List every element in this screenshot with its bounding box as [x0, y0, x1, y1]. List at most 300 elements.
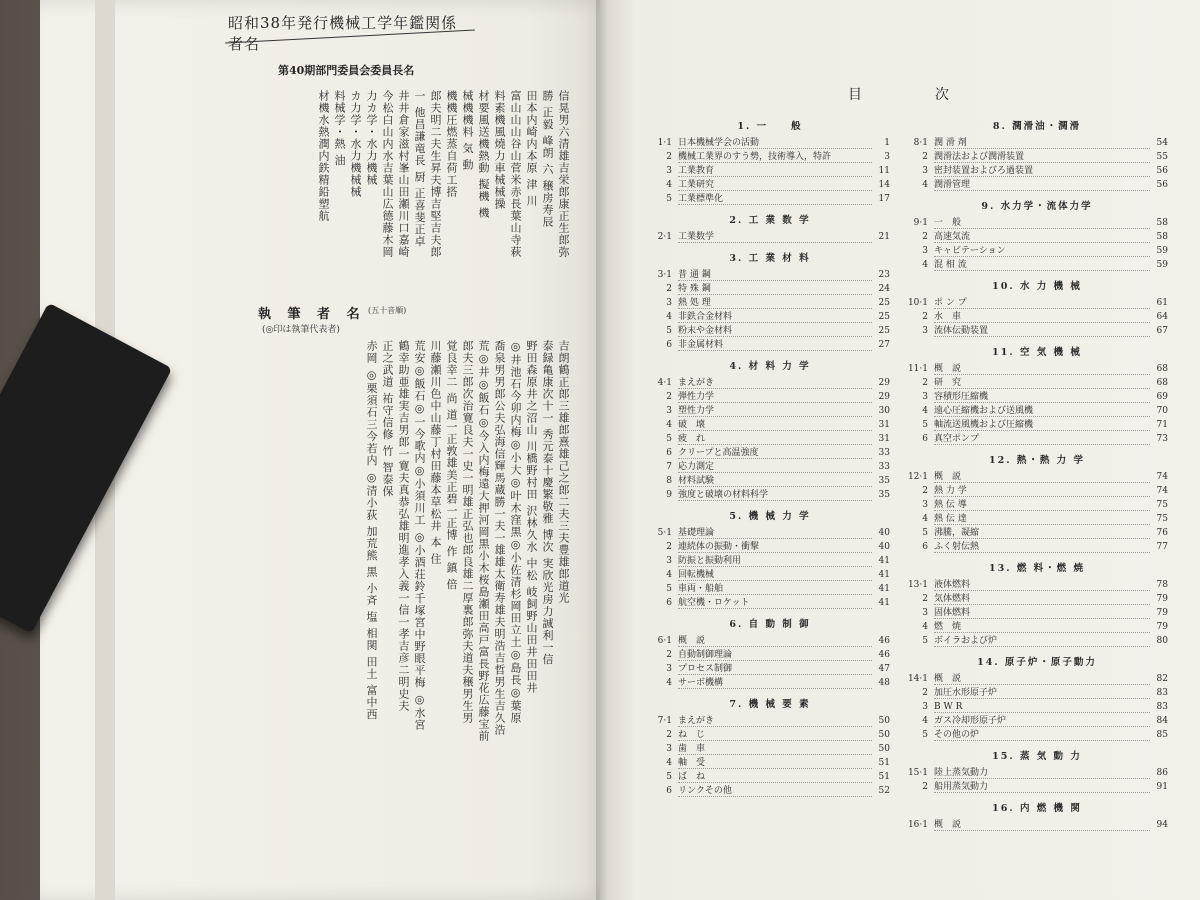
vertical-text-column: 料械学・熱 油 [333, 90, 346, 167]
toc-entry-page: 80 [1156, 636, 1168, 646]
toc-entry-title: 連続体の振動・衝撃 [678, 540, 872, 553]
toc-entry-page: 59 [1156, 260, 1168, 270]
toc-section-heading: 9. 水力学・流体力学 [981, 201, 1093, 212]
toc-entry-title: 一 般 [934, 216, 1150, 229]
toc-entry-page: 46 [878, 650, 890, 660]
vertical-text-column: 荒安◎飯石◎一今歌内◎小須川工 ◎小酒荘鈴千塚宮中野眼平梅 ◎水宮 [413, 340, 426, 731]
toc-entry-number: 5 [922, 636, 928, 646]
toc-entry [650, 404, 890, 418]
toc-section-heading: 6. 自 動 制 御 [729, 619, 811, 630]
toc-entry-number: 3 [922, 166, 928, 176]
toc-entry [906, 592, 1168, 606]
toc-entry [906, 136, 1168, 150]
toc-entry [650, 554, 890, 568]
toc-entry-title: 混 相 流 [934, 258, 1150, 271]
toc-entry-page: 75 [1156, 500, 1168, 510]
toc-entry-title: 応力測定 [678, 460, 872, 473]
toc-entry-title: 工業教育 [678, 164, 872, 177]
toc-entry-page: 31 [878, 434, 890, 444]
toc-entry-title: リンクその他 [678, 784, 872, 797]
toc-entry-title: ポ ン プ [934, 296, 1150, 309]
toc-entry-title: 高速気流 [934, 230, 1150, 243]
toc-entry-title: 水 車 [934, 310, 1150, 323]
toc-entry [650, 596, 890, 610]
vertical-text-column: 一 他昌謙竜長 厨 正喜斐正卓 [413, 90, 426, 248]
toc-entry-number: 5 [666, 194, 672, 204]
toc-entry-page: 55 [1156, 152, 1168, 162]
toc-entry-title: 破 壊 [678, 418, 872, 431]
toc-entry-page: 47 [878, 664, 890, 674]
vertical-text-column: 械機機料 気 動 [461, 90, 474, 171]
toc-entry-page: 14 [878, 180, 890, 190]
toc-entry-number: 5 [666, 772, 672, 782]
toc-entry-number: 3·1 [657, 270, 672, 280]
toc-entry [650, 324, 890, 338]
toc-entry-title: 概 説 [678, 634, 872, 647]
toc-section-heading: 15. 蒸 気 動 力 [992, 751, 1082, 762]
toc-entry-page: 48 [878, 678, 890, 688]
toc-entry-title: 工業標準化 [678, 192, 872, 205]
left-header: 昭和38年発行機械工学年鑑関係者名 [228, 14, 458, 53]
toc-entry-page: 77 [1156, 542, 1168, 552]
toc-entry [650, 634, 890, 648]
toc-entry [650, 756, 890, 770]
toc-entry-number: 3 [922, 246, 928, 256]
toc-entry [906, 376, 1168, 390]
toc-entry-page: 52 [878, 786, 890, 796]
toc-entry [906, 216, 1168, 230]
toc-entry [650, 676, 890, 690]
toc-entry-title: 強度と破壊の材料科学 [678, 488, 872, 501]
toc-entry [906, 620, 1168, 634]
toc-entry-title: クリープと高温強度 [678, 446, 872, 459]
toc-entry-number: 4 [922, 622, 928, 632]
toc-section-heading: 5. 機 械 力 学 [729, 511, 811, 522]
toc-entry-number: 5 [666, 434, 672, 444]
toc-entry-number: 4 [922, 406, 928, 416]
toc-entry-number: 4 [922, 514, 928, 524]
toc-entry-title: 車両・船舶 [678, 582, 872, 595]
toc-entry-page: 21 [878, 232, 890, 242]
toc-entry-title: 気体燃料 [934, 592, 1150, 605]
toc-entry-number: 8·1 [913, 138, 928, 148]
toc-entry-page: 24 [878, 284, 890, 294]
toc-entry-number: 2 [922, 782, 928, 792]
toc-title-2: 次 [935, 87, 949, 103]
toc-entry-number: 5 [922, 528, 928, 538]
toc-entry [650, 582, 890, 596]
vertical-text-column: 機機圧燃蒸自荷工搭 [445, 90, 458, 198]
toc-entry-title: 軸 受 [678, 756, 872, 769]
toc-entry-page: 50 [878, 744, 890, 754]
toc-entry-title: キャビテーション [934, 244, 1150, 257]
toc-entry-page: 58 [1156, 218, 1168, 228]
toc-entry-title: B W R [934, 700, 1150, 713]
toc-entry-number: 4 [666, 312, 672, 322]
toc-entry-title: 燃 焼 [934, 620, 1150, 633]
toc-entry-number: 2 [922, 312, 928, 322]
toc-entry-title: 密封装置およびろ過装置 [934, 164, 1150, 177]
toc-entry-number: 3 [922, 392, 928, 402]
toc-entry-page: 33 [878, 448, 890, 458]
toc-entry [906, 728, 1168, 742]
toc-entry-number: 9·1 [913, 218, 928, 228]
toc-title-1: 目 [848, 87, 862, 103]
toc-entry-number: 7 [666, 462, 672, 472]
toc-entry-page: 75 [1156, 514, 1168, 524]
vertical-text-column: 吉朗鶴正郎三雄郎熹雄己之郎二夫三夫豊雄郎道光 [557, 340, 570, 604]
toc-entry [906, 672, 1168, 686]
toc-section-heading: 13. 燃 料・燃 焼 [989, 563, 1085, 574]
toc-entry-page: 86 [1156, 768, 1168, 778]
toc-entry-number: 4 [666, 758, 672, 768]
toc-entry-title: 液体燃料 [934, 578, 1150, 591]
toc-entry-page: 78 [1156, 580, 1168, 590]
toc-entry [650, 192, 890, 206]
toc-entry-title: 基礎理論 [678, 526, 872, 539]
toc-entry-page: 25 [878, 326, 890, 336]
toc-entry-title: 陸上蒸気動力 [934, 766, 1150, 779]
vertical-text-column: 力カ学・水力機械 [365, 90, 378, 186]
toc-entry-number: 14·1 [907, 674, 928, 684]
toc-entry [906, 780, 1168, 794]
toc-entry-page: 29 [878, 392, 890, 402]
toc-entry-page: 27 [878, 340, 890, 350]
toc-entry-title: 潤滑法および潤滑装置 [934, 150, 1150, 163]
toc-entry-number: 3 [666, 556, 672, 566]
toc-section-heading: 10. 水 力 機 械 [992, 281, 1082, 292]
vertical-text-column: 泰録亀康次十一 秀元泰十慶繁敬雅 博次 実欣光房力誠利一信 [541, 340, 554, 666]
toc-entry-number: 4 [922, 716, 928, 726]
toc-entry-number: 5 [666, 584, 672, 594]
toc-entry [650, 338, 890, 352]
vertical-text-column: 富山山山谷山菅米赤長葉山寺萩 [509, 90, 522, 258]
toc-entry [650, 742, 890, 756]
toc-entry [650, 540, 890, 554]
toc-entry-title: 熱 伝 達 [934, 512, 1150, 525]
toc-entry-number: 2 [666, 152, 672, 162]
toc-entry-number: 3 [666, 744, 672, 754]
toc-entry-number: 2 [922, 378, 928, 388]
toc-entry-title: 固体燃料 [934, 606, 1150, 619]
toc-entry-number: 3 [666, 664, 672, 674]
toc-entry [906, 390, 1168, 404]
toc-entry-title: その他の炉 [934, 728, 1150, 741]
toc-entry-number: 2·1 [657, 232, 672, 242]
toc-entry-number: 6 [666, 786, 672, 796]
toc-entry-title: 回転機械 [678, 568, 872, 581]
toc-entry-number: 5·1 [657, 528, 672, 538]
toc-entry-page: 41 [878, 584, 890, 594]
authors-sub: (◎印は執筆代表者) [262, 325, 340, 335]
toc-entry-number: 9 [666, 490, 672, 500]
book-gutter [596, 0, 608, 900]
toc-entry-page: 82 [1156, 674, 1168, 684]
toc-entry-title: 材料試験 [678, 474, 872, 487]
toc-entry-number: 2 [666, 730, 672, 740]
toc-entry-page: 25 [878, 298, 890, 308]
toc-entry-title: 船用蒸気動力 [934, 780, 1150, 793]
toc-entry-number: 12·1 [907, 472, 928, 482]
toc-section-heading: 3. 工 業 材 料 [729, 253, 811, 264]
toc-entry-page: 41 [878, 556, 890, 566]
toc-entry-page: 3 [884, 152, 890, 162]
toc-entry-page: 50 [878, 730, 890, 740]
toc-entry [650, 568, 890, 582]
toc-entry [906, 418, 1168, 432]
toc-entry [906, 512, 1168, 526]
toc-entry-number: 3 [922, 702, 928, 712]
toc-entry-page: 71 [1156, 420, 1168, 430]
toc-entry-number: 2 [666, 542, 672, 552]
toc-entry [906, 766, 1168, 780]
toc-entry-number: 3 [666, 406, 672, 416]
toc-entry-title: 特 殊 鋼 [678, 282, 872, 295]
toc-entry-page: 56 [1156, 180, 1168, 190]
vertical-text-column: 鶴幸助亜雄実吉男郎一寛夫真恭弘雄明進孝入義一信一孝吉彦二明史夫 [397, 340, 410, 712]
toc-entry-page: 11 [878, 166, 890, 176]
toc-entry-title: 研 究 [934, 376, 1150, 389]
toc-entry-title: 潤滑管理 [934, 178, 1150, 191]
toc-entry-number: 4 [922, 260, 928, 270]
toc-entry-title: 加圧水形原子炉 [934, 686, 1150, 699]
toc-section-heading: 2. 工 業 数 学 [729, 215, 811, 226]
toc-section-heading: 16. 内 燃 機 関 [992, 803, 1082, 814]
toc-entry [650, 230, 890, 244]
toc-entry-title: 容積形圧縮機 [934, 390, 1150, 403]
toc-entry-number: 2 [922, 232, 928, 242]
toc-entry-page: 58 [1156, 232, 1168, 242]
toc-entry [650, 390, 890, 404]
toc-entry [650, 770, 890, 784]
toc-entry-page: 74 [1156, 472, 1168, 482]
committee-columns [145, 90, 570, 300]
toc-entry-number: 8 [666, 476, 672, 486]
toc-entry-number: 4 [922, 180, 928, 190]
toc-entry-page: 46 [878, 636, 890, 646]
toc-entry-page: 61 [1156, 298, 1168, 308]
vertical-text-column: 郎夫三郎次治寛良夫一史一明雄正弘也郎良雄二厚裏郎弥夫道夫穣男生男 [461, 340, 474, 724]
toc-entry [906, 244, 1168, 258]
toc-entry-title: 概 説 [934, 672, 1150, 685]
toc-entry-number: 13·1 [907, 580, 928, 590]
toc-entry-title: 熱 伝 導 [934, 498, 1150, 511]
author-columns [140, 340, 570, 880]
toc-entry [906, 526, 1168, 540]
toc-entry [906, 178, 1168, 192]
toc-section-heading: 12. 熱・熱 力 学 [989, 455, 1085, 466]
vertical-text-column: 赤岡 ◎栗須石三今若内 ◎清小荻 加荒熊 黒 小斉 塩 相関 田土 富中西 [365, 340, 378, 721]
vertical-text-column: カ力学・水力機械械 [349, 90, 362, 198]
vertical-text-column: 覚良幸二 尚 道一正敦雄美正碧一正博 作 鎮 倍 [445, 340, 458, 591]
toc-entry-title: 軸流送風機および圧縮機 [934, 418, 1150, 431]
toc-entry-page: 41 [878, 598, 890, 608]
toc-entry-title: ば ね [678, 770, 872, 783]
toc-entry-title: 自動制御理論 [678, 648, 872, 661]
toc-entry-title: まえがき [678, 376, 872, 389]
toc-entry-number: 3 [922, 500, 928, 510]
toc-column-left [650, 112, 890, 798]
toc-entry-page: 25 [878, 312, 890, 322]
toc-section-heading: 11. 空 気 機 械 [992, 347, 1082, 358]
vertical-text-column: 今松白山内水吉葉山広德藤木岡 [381, 90, 394, 258]
vertical-text-column: 川藤瀬川色中山藤丁村田藤本草松井 本 住 [429, 340, 442, 565]
toc-section-heading: 7. 機 械 要 素 [729, 699, 811, 710]
toc-entry [906, 362, 1168, 376]
toc-entry [650, 474, 890, 488]
toc-entry-page: 79 [1156, 608, 1168, 618]
toc-entry [650, 282, 890, 296]
toc-entry-number: 5 [922, 420, 928, 430]
toc-entry-number: 11·1 [907, 364, 928, 374]
vertical-text-column: ◎井池石今卯内梅◎小大◎叶木窪黒◎小佐清杉岡田立土◎島長◎葉原 [509, 340, 522, 724]
toc-entry [906, 714, 1168, 728]
toc-entry-page: 64 [1156, 312, 1168, 322]
toc-entry [906, 324, 1168, 338]
toc-entry [650, 268, 890, 282]
toc-entry [906, 634, 1168, 648]
toc-entry-number: 2 [922, 594, 928, 604]
toc-entry-title: 弾性力学 [678, 390, 872, 403]
toc-entry [650, 446, 890, 460]
toc-entry-title: 流体伝動装置 [934, 324, 1150, 337]
toc-entry-number: 6 [666, 340, 672, 350]
committee-title: 第40期部門委員会委員長名 [278, 64, 415, 77]
toc-entry-page: 35 [878, 490, 890, 500]
toc-entry-page: 51 [878, 758, 890, 768]
toc-entry [906, 470, 1168, 484]
toc-entry-title: 粉末や金材料 [678, 324, 872, 337]
toc-entry-page: 79 [1156, 594, 1168, 604]
toc-entry-number: 4 [666, 420, 672, 430]
toc-entry-page: 40 [878, 528, 890, 538]
toc-entry-page: 51 [878, 772, 890, 782]
toc-entry-page: 17 [878, 194, 890, 204]
toc-entry-number: 2 [666, 650, 672, 660]
toc-entry-page: 67 [1156, 326, 1168, 336]
toc-entry-number: 1·1 [657, 138, 672, 148]
toc-entry-title: 防振と振動利用 [678, 554, 872, 567]
toc-section-heading: 4. 材 料 力 学 [729, 361, 811, 372]
toc-entry-title: 概 説 [934, 470, 1150, 483]
toc-entry-page: 33 [878, 462, 890, 472]
vertical-text-column: 荒◎井◎飯石◎今入内梅遠大押河岡黒小木桜島瀬田高戸富長野花広藤宝前 [477, 340, 490, 742]
authors-title: 執 筆 者 名 [258, 307, 366, 322]
toc-entry [906, 404, 1168, 418]
toc-section-heading: 1. 一 般 [737, 121, 803, 132]
toc-entry-title: プロセス制御 [678, 662, 872, 675]
toc-entry-page: 1 [884, 138, 890, 148]
toc-entry-number: 6 [922, 542, 928, 552]
toc-entry-title: サーボ機構 [678, 676, 872, 689]
toc-entry-title: 航空機・ロケット [678, 596, 872, 609]
vertical-text-column: 正之武道 祐守信修 竹 智泰保 [381, 340, 394, 498]
toc-entry [650, 432, 890, 446]
toc-entry-page: 85 [1156, 730, 1168, 740]
vertical-text-column: 野田森原井之沼山 川橋野村田 沢林久水 中松 岐飼野山田井田田井 [525, 340, 538, 694]
toc-entry-page: 79 [1156, 622, 1168, 632]
toc-entry-title: 非鉄合金材料 [678, 310, 872, 323]
vertical-text-column: 勝 正毅 峰朗 六 穣房寿辰 [541, 90, 554, 228]
toc-entry-title: 普 通 鋼 [678, 268, 872, 281]
toc-entry-page: 83 [1156, 702, 1168, 712]
toc-entry [906, 164, 1168, 178]
toc-entry [906, 700, 1168, 714]
toc-entry-number: 2 [666, 392, 672, 402]
toc-entry-title: 潤 滑 剤 [934, 136, 1150, 149]
toc-entry-title: 遠心圧縮機および送風機 [934, 404, 1150, 417]
toc-entry-title: 歯 車 [678, 742, 872, 755]
toc-entry-page: 50 [878, 716, 890, 726]
toc-entry-number: 2 [666, 284, 672, 294]
toc-entry-page: 40 [878, 542, 890, 552]
vertical-text-column: 井井倉家滋村峯山田瀬川口嘉崎 [397, 90, 410, 258]
toc-entry-page: 73 [1156, 434, 1168, 444]
toc-entry-title: 日本機械学会の活動 [678, 136, 872, 149]
toc-entry-number: 5 [666, 326, 672, 336]
toc-entry-number: 6 [666, 598, 672, 608]
toc-entry [650, 296, 890, 310]
toc-entry-title: 工業数学 [678, 230, 872, 243]
toc-entry-title: 概 説 [934, 818, 1150, 831]
toc-entry [650, 662, 890, 676]
toc-entry [906, 498, 1168, 512]
toc-entry-title: まえがき [678, 714, 872, 727]
toc-entry-title: ボイラおよび炉 [934, 634, 1150, 647]
toc-entry-number: 4 [666, 180, 672, 190]
toc-entry [906, 578, 1168, 592]
toc-entry-number: 6 [666, 448, 672, 458]
vertical-text-column: 郎夫明二夫生昇夫博吉堅吉夫郎 [429, 90, 442, 258]
toc-entry [650, 460, 890, 474]
toc-entry-page: 30 [878, 406, 890, 416]
vertical-text-column: 喬泉男男郎公夫弘海信輝馬蔵勝一夫一雄雄太衛寿雄夫明浩吉哲男生吉久浩 [493, 340, 506, 736]
toc-entry-number: 15·1 [907, 768, 928, 778]
authors-note: (五十音順) [368, 306, 407, 315]
toc-entry-title: 概 説 [934, 362, 1150, 375]
vertical-text-column: 田本内崎内本原 津 川 [525, 90, 538, 207]
toc-entry-page: 70 [1156, 406, 1168, 416]
toc-entry [906, 540, 1168, 554]
toc-entry-page: 54 [1156, 138, 1168, 148]
toc-entry-number: 3 [922, 326, 928, 336]
toc-entry [650, 150, 890, 164]
toc-entry-title: 機械工業界のすう勢，技術導入，特許 [678, 150, 872, 163]
toc-entry-page: 94 [1156, 820, 1168, 830]
toc-entry-page: 74 [1156, 486, 1168, 496]
toc-entry [650, 648, 890, 662]
toc-entry-page: 29 [878, 378, 890, 388]
toc-entry [650, 310, 890, 324]
toc-entry-page: 91 [1156, 782, 1168, 792]
toc-entry [906, 258, 1168, 272]
toc-entry-page: 41 [878, 570, 890, 580]
toc-entry-page: 59 [1156, 246, 1168, 256]
toc-entry [906, 310, 1168, 324]
toc-entry-number: 2 [922, 152, 928, 162]
toc-entry-title: 塑性力学 [678, 404, 872, 417]
toc-entry [906, 296, 1168, 310]
toc-entry-page: 56 [1156, 166, 1168, 176]
toc-entry-number: 6·1 [657, 636, 672, 646]
toc-section-heading: 8. 潤滑油・潤滑 [992, 121, 1082, 132]
toc-entry-number: 6 [922, 434, 928, 444]
toc-entry [650, 136, 890, 150]
toc-entry [650, 418, 890, 432]
toc-entry-title: 沸騰，凝縮 [934, 526, 1150, 539]
toc-entry-page: 35 [878, 476, 890, 486]
toc-entry-page: 68 [1156, 364, 1168, 374]
